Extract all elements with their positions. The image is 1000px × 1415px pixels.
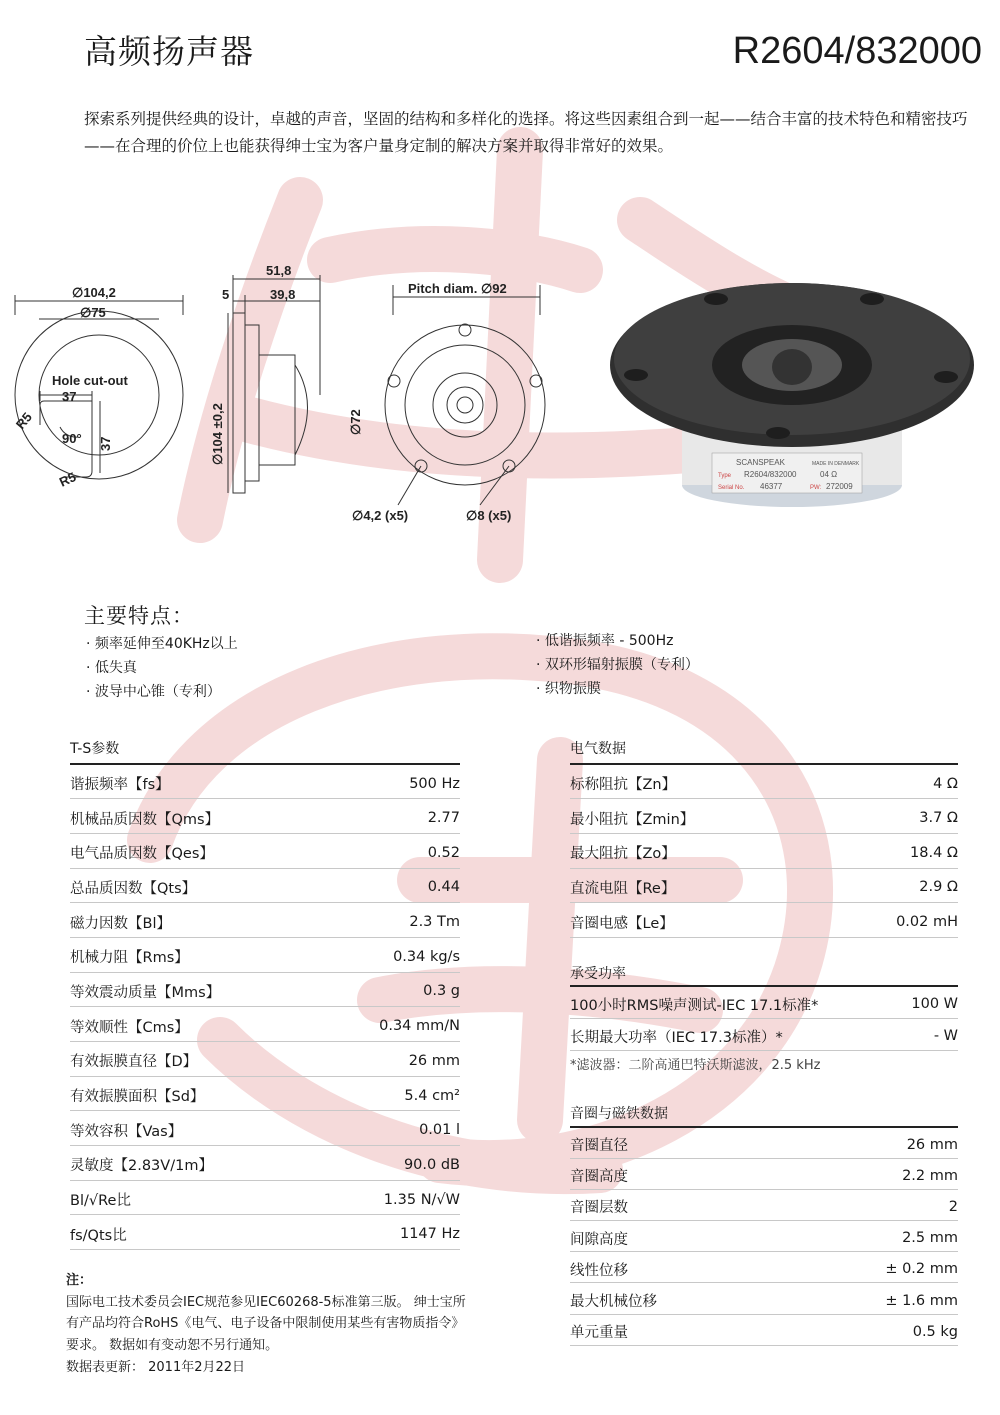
notes-label: 注： (66, 1273, 93, 1288)
notes (66, 1270, 466, 1356)
voicecoil-row (570, 1314, 958, 1345)
spec-value: 0.34 mm/N (323, 1007, 460, 1042)
ts-row (70, 799, 460, 834)
voicecoil-row (570, 1189, 958, 1220)
voicecoil-row (570, 1283, 958, 1314)
dim-holes-a: ∅4,2 (x5) (352, 508, 409, 523)
spec-label: 间隙高度 (570, 1221, 781, 1252)
dim-72: ∅72 (348, 409, 363, 435)
label-made: MADE IN DENMARK (812, 461, 860, 467)
ts-row (70, 868, 460, 903)
spec-value: ± 0.2 mm (781, 1252, 958, 1283)
spec-label: 100小时RMS噪声测试-IEC 17.1标准* (570, 986, 897, 1018)
spec-value: 5.4 cm² (323, 1076, 460, 1111)
page-title: 高频扬声器 (84, 32, 254, 71)
electrical-row (570, 868, 958, 903)
feature-item: · 双环形辐射振膜（专利） (536, 653, 699, 677)
spec-label: 等效震动质量【Mms】 (70, 972, 323, 1007)
dim-cut-height: 37 (98, 436, 113, 451)
power-heading: 承受功率 (570, 966, 626, 982)
label-pw: 272009 (826, 482, 853, 491)
spec-label: 线性位移 (570, 1252, 781, 1283)
dim-radius-a: R5 (12, 409, 35, 432)
features-title: 主要特点： (84, 604, 194, 628)
spec-value: 2.77 (323, 799, 460, 834)
dim-inner-diameter: ∅75 (80, 305, 106, 320)
technical-drawings (0, 255, 1000, 555)
electrical-table (570, 763, 958, 938)
spec-label: 音圈高度 (570, 1158, 781, 1189)
feature-item: · 低失真 (86, 656, 238, 680)
label-ohm: 04 Ω (820, 470, 838, 479)
dim-total-depth: 51,8 (266, 263, 292, 278)
label-type: R2604/832000 (744, 470, 797, 479)
spec-value: 100 W (897, 986, 958, 1018)
spec-label: 直流电阻【Re】 (570, 868, 829, 903)
label-serial-key: Serial No. (718, 485, 745, 491)
spec-value: 4 Ω (829, 764, 958, 799)
spec-value: 2.2 mm (781, 1158, 958, 1189)
spec-value: 0.34 kg/s (323, 937, 460, 972)
dim-holes-b: ∅8 (x5) (466, 508, 512, 523)
feature-item: · 波导中心锥（专利） (86, 680, 238, 704)
feature-item: · 低谐振频率 - 500Hz (536, 629, 699, 653)
spec-label: 机械力阻【Rms】 (70, 937, 323, 972)
ts-row (70, 764, 460, 799)
spec-label: 电气品质因数【Qes】 (70, 833, 323, 868)
ts-heading: T-S参数 (70, 741, 120, 757)
spec-value: 0.44 (323, 868, 460, 903)
dim-height: ∅104 ±0,2 (210, 403, 225, 465)
spec-value: 18.4 Ω (829, 833, 958, 868)
spec-label: 单元重量 (570, 1314, 781, 1345)
voicecoil-heading: 音圈与磁铁数据 (570, 1106, 668, 1122)
dim-cut-width: 37 (62, 389, 77, 404)
electrical-row (570, 833, 958, 868)
electrical-row (570, 903, 958, 938)
spec-label: 有效振膜直径【D】 (70, 1042, 323, 1077)
power-footnote: *滤波器：二阶高通巴特沃斯滤波，2.5 kHz (570, 1058, 821, 1073)
ts-row (70, 937, 460, 972)
spec-value: 0.02 mH (829, 903, 958, 938)
spec-value: 0.5 kg (781, 1314, 958, 1345)
spec-value: 2 (781, 1189, 958, 1220)
spec-value: 0.3 g (323, 972, 460, 1007)
spec-label: 有效振膜面积【Sd】 (70, 1076, 323, 1111)
ts-row (70, 903, 460, 938)
spec-value: 26 mm (323, 1042, 460, 1077)
spec-value: 90.0 dB (323, 1146, 460, 1181)
dim-outer-diameter: ∅104,2 (72, 285, 116, 300)
intro-paragraph: 探索系列提供经典的设计，卓越的声音，坚固的结构和多样化的选择。将这些因素组合到一起——结合丰富的技术特色和精密技巧——在合理的价位上也能获得绅士宝为客户量身定制的解决方案并取得非常好的效果。 (84, 110, 968, 155)
spec-label: 磁力因数【Bl】 (70, 903, 323, 938)
spec-label: 长期最大功率（IEC 17.3标准）* (570, 1018, 897, 1050)
spec-label: 标称阻抗【Zn】 (570, 764, 829, 799)
voicecoil-row (570, 1252, 958, 1283)
dim-pitch-diameter: Pitch diam. ∅92 (408, 281, 507, 296)
ts-row (70, 1215, 460, 1250)
power-table (570, 985, 958, 1051)
ts-row (70, 833, 460, 868)
electrical-row (570, 799, 958, 834)
ts-row (70, 1180, 460, 1215)
spec-value: 1147 Hz (323, 1215, 460, 1250)
spec-label: fs/Qts比 (70, 1215, 323, 1250)
ts-table (70, 763, 460, 1250)
dim-radius-b: R5 (56, 469, 79, 490)
spec-value: 0.52 (323, 833, 460, 868)
notes-text: 国际电工技术委员会IEC规范参见IEC60268-5标准第三版。 绅士宝所有产品均符合RoHS《电气、电子设备中限制使用某些有害物质指令》要求。 数据如有变动恕不另行通知。 (66, 1294, 466, 1353)
spec-value: 2.5 mm (781, 1221, 958, 1252)
voicecoil-row (570, 1221, 958, 1252)
spec-value: 500 Hz (323, 764, 460, 799)
spec-label: 最大机械位移 (570, 1283, 781, 1314)
features-list-left (86, 632, 238, 704)
spec-label: 音圈电感【Le】 (570, 903, 829, 938)
spec-label: 等效容积【Vas】 (70, 1111, 323, 1146)
ts-row (70, 1007, 460, 1042)
electrical-row (570, 764, 958, 799)
spec-value: 26 mm (781, 1127, 958, 1158)
label-pw-key: PW: (810, 485, 822, 491)
label-brand: SCANSPEAK (736, 458, 785, 467)
spec-label: 灵敏度【2.83V/1m】 (70, 1146, 323, 1181)
spec-label: 最大阻抗【Zo】 (570, 833, 829, 868)
ts-row (70, 1146, 460, 1181)
spec-label: 等效顺性【Cms】 (70, 1007, 323, 1042)
spec-label: 最小阻抗【Zmin】 (570, 799, 829, 834)
spec-value: ± 1.6 mm (781, 1283, 958, 1314)
spec-label: 谐振频率【fs】 (70, 764, 323, 799)
voicecoil-row (570, 1158, 958, 1189)
power-row (570, 1018, 958, 1050)
feature-item: · 织物振膜 (536, 677, 699, 701)
spec-label: 音圈层数 (570, 1189, 781, 1220)
spec-value: 2.3 Tm (323, 903, 460, 938)
voicecoil-row (570, 1127, 958, 1158)
side-profile-drawing (228, 275, 320, 493)
ts-row (70, 1076, 460, 1111)
label-type-key: Type (718, 473, 732, 479)
spec-label: 音圈直径 (570, 1127, 781, 1158)
label-serial: 46377 (760, 482, 783, 491)
spec-value: 2.9 Ω (829, 868, 958, 903)
ts-row (70, 1111, 460, 1146)
dim-flange: 5 (222, 287, 230, 302)
datasheet-updated: 数据表更新： 2011年2月22日 (66, 1360, 246, 1375)
spec-value: - W (897, 1018, 958, 1050)
dim-angle: 90° (62, 431, 82, 446)
dim-body-depth: 39,8 (270, 287, 296, 302)
electrical-heading: 电气数据 (570, 741, 626, 757)
power-row (570, 986, 958, 1018)
features-list-right (536, 629, 699, 701)
ts-row (70, 1042, 460, 1077)
feature-item: · 频率延伸至40KHz以上 (86, 632, 238, 656)
spec-label: 总品质因数【Qts】 (70, 868, 323, 903)
ts-row (70, 972, 460, 1007)
voicecoil-table (570, 1126, 958, 1346)
spec-value: 1.35 N/√W (323, 1180, 460, 1215)
spec-label: 机械品质因数【Qms】 (70, 799, 323, 834)
front-face-drawing (385, 285, 545, 505)
model-number: R2604/832000 (732, 30, 982, 72)
spec-label: Bl/√Re比 (70, 1180, 323, 1215)
spec-value: 0.01 l (323, 1111, 460, 1146)
spec-value: 3.7 Ω (829, 799, 958, 834)
hole-cutout-label: Hole cut-out (52, 373, 128, 388)
